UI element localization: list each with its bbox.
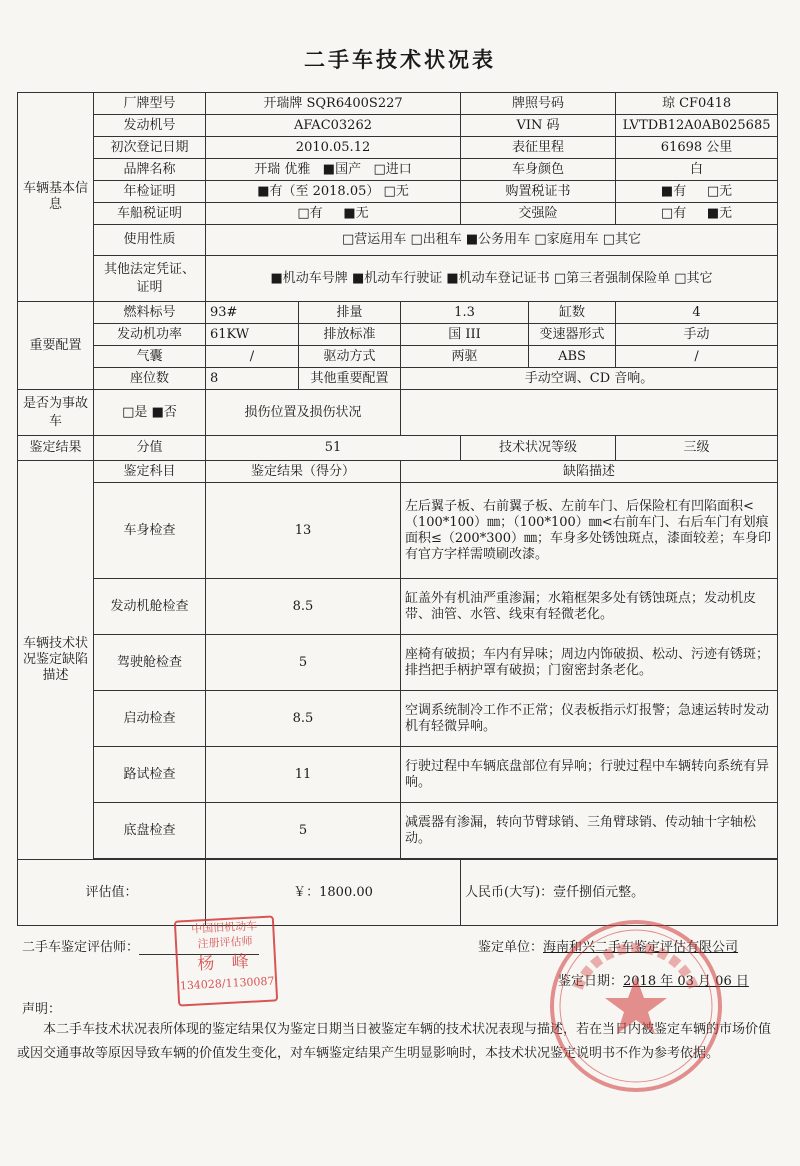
tech-desc: 减震器有渗漏，转向节臂球销、三角臂球销、传动轴十字轴松动。 — [401, 803, 778, 859]
score-header: 鉴定结果（得分） — [206, 461, 401, 483]
usage-label: 使用性质 — [94, 225, 206, 256]
seal-text-top: 中国旧机动车 — [190, 919, 258, 936]
mileage-value: 61698 公里 — [616, 137, 778, 159]
airbag-label: 气囊 — [94, 346, 206, 368]
notice-text: 本二手车技术状况表所体现的鉴定结果仅为鉴定日期当日被鉴定车辆的技术状况表现与描述，若在当日内被鉴定车辆的市场价值或因交通事故等原因导致车辆的价值发生变化，对车辆鉴定结果产生明显影响时，本技术状况鉴定说明书不作为参考依据。 — [17, 1022, 772, 1061]
tech-subject: 驾驶舱检查 — [94, 635, 206, 691]
usage-cell — [206, 225, 778, 256]
group-basic: 车辆基本信息 — [18, 93, 94, 302]
inspection-cell — [206, 181, 461, 203]
gearbox-value: 手动 — [616, 324, 778, 346]
vessel-tax-yes-checkbox: □有 — [297, 205, 323, 221]
appraiser-label: 二手车鉴定评估师： — [22, 940, 140, 955]
usage-option: □营运用车 — [342, 232, 407, 247]
legal-option: □第三者强制保险单 — [553, 270, 671, 286]
tech-score: 8.5 — [206, 691, 401, 747]
color-value: 白 — [616, 159, 778, 181]
purchase-tax-yes-checkbox: ■有 — [660, 183, 687, 199]
table-row — [18, 803, 778, 859]
tech-subject: 路试检查 — [94, 747, 206, 803]
brand-name-label: 品牌名称 — [94, 159, 206, 181]
table-row — [18, 691, 778, 747]
emission-value: 国 III — [401, 324, 529, 346]
legal-label: 其他法定凭证、证明 — [94, 256, 206, 302]
legal-cell — [206, 256, 778, 302]
seal-number: 134028/1130087 — [179, 974, 275, 993]
desc-header: 缺陷描述 — [401, 461, 778, 483]
grade-label: 技术状况等级 — [461, 436, 616, 461]
reg-date-label: 初次登记日期 — [94, 137, 206, 159]
brand-model-value: 开瑞牌 SQR6400S227 — [206, 93, 461, 115]
tech-desc: 行驶过程中车辆底盘部位有异响；行驶过程中车辆转向系统有异响。 — [401, 747, 778, 803]
other-config-value: 手动空调、CD 音响。 — [401, 368, 778, 390]
accident-yes-checkbox: □是 — [122, 404, 148, 420]
engine-no-label: 发动机号 — [94, 115, 206, 137]
group-result: 鉴定结果 — [18, 436, 94, 461]
purchase-tax-no-checkbox: □无 — [706, 183, 733, 199]
brand-name-cell — [206, 159, 461, 181]
engine-no-value: AFAC03262 — [206, 115, 461, 137]
vessel-tax-no-checkbox: ■无 — [343, 205, 369, 221]
purchase-tax-cell — [616, 181, 778, 203]
fuel-value: 93# — [206, 302, 299, 324]
group-accident: 是否为事故车 — [18, 390, 94, 436]
page-title: 二手车技术状况表 — [304, 47, 496, 72]
emission-label: 排放标准 — [299, 324, 401, 346]
grade-value: 三级 — [616, 436, 778, 461]
table-row — [18, 635, 778, 691]
color-label: 车身颜色 — [461, 159, 616, 181]
insurance-cell — [616, 203, 778, 225]
tech-desc: 缸盖外有机油严重渗漏；水箱框架多处有锈蚀斑点；发动机皮带、油管、水管、线束有轻微老化。 — [401, 579, 778, 635]
score-label: 分值 — [94, 436, 206, 461]
legal-option: □其它 — [674, 270, 713, 286]
valuation-words: 人民币(大写)：壹仟捌佰元整。 — [461, 860, 778, 926]
accident-cell — [94, 390, 206, 436]
tech-desc: 左后翼子板、右前翼子板、左前车门、后保险杠有凹陷面积<（100*100）㎜；（100*100）㎜<右前车门、右后车门有划痕面积≤（200*300）㎜；车身多处锈蚀斑点，漆面较差；车身印有官方字样需喷刷改漆。 — [401, 483, 778, 579]
seats-label: 座位数 — [94, 368, 206, 390]
accident-no-checkbox: ■否 — [151, 404, 177, 420]
tech-desc: 空调系统制冷工作不正常；仪表板指示灯报警；急速运转时发动机有轻微异响。 — [401, 691, 778, 747]
tech-score: 5 — [206, 803, 401, 859]
insurance-label: 交强险 — [461, 203, 616, 225]
mileage-label: 表征里程 — [461, 137, 616, 159]
seal-name: 杨 峰 — [196, 951, 256, 975]
gearbox-label: 变速器形式 — [529, 324, 616, 346]
cylinders-label: 缸数 — [529, 302, 616, 324]
inspection-yes-checkbox: ■有（至 2018.05） — [257, 183, 380, 199]
tech-score: 8.5 — [206, 579, 401, 635]
origin-domestic-checkbox: ■国产 — [322, 161, 362, 177]
abs-value: / — [616, 346, 778, 368]
subject-header: 鉴定科目 — [94, 461, 206, 483]
vessel-tax-cell — [206, 203, 461, 225]
displacement-value: 1.3 — [401, 302, 529, 324]
vin-value: LVTDB12A0AB025685 — [616, 115, 778, 137]
tech-subject: 发动机舱检查 — [94, 579, 206, 635]
vehicle-condition-table — [17, 92, 778, 926]
brand-model-label: 厂牌型号 — [94, 93, 206, 115]
vessel-tax-label: 车船税证明 — [94, 203, 206, 225]
date-value: 2018 年 03 月 06 日 — [623, 974, 749, 989]
unit-label: 鉴定单位： — [478, 940, 544, 955]
vin-label: VIN 码 — [461, 115, 616, 137]
power-label: 发动机功率 — [94, 324, 206, 346]
usage-option: ■公务用车 — [465, 232, 531, 247]
tech-score: 11 — [206, 747, 401, 803]
appraiser-seal — [174, 915, 278, 1006]
usage-option: □其它 — [602, 232, 642, 247]
usage-option: □出租车 — [410, 232, 462, 247]
tech-desc: 座椅有破损；车内有异味；周边内饰破损、松动、污迹有锈斑；排挡把手柄护罩有破损；门窗密封条老化。 — [401, 635, 778, 691]
tech-subject: 启动检查 — [94, 691, 206, 747]
insurance-no-checkbox: ■无 — [706, 205, 733, 221]
plate-value: 琼 CF0418 — [616, 93, 778, 115]
seats-value: 8 — [206, 368, 299, 390]
displacement-label: 排量 — [299, 302, 401, 324]
company-seal-icon — [548, 918, 724, 1094]
seal-text-mid: 注册评估师 — [197, 934, 253, 951]
table-row — [18, 483, 778, 579]
unit-value: 海南和兴二手车鉴定评估有限公司 — [543, 940, 739, 955]
insurance-yes-checkbox: □有 — [660, 205, 687, 221]
purchase-tax-label: 购置税证书 — [461, 181, 616, 203]
legal-option: ■机动车行驶证 — [351, 270, 443, 286]
airbag-value: / — [206, 346, 299, 368]
valuation-label: 评估值： — [18, 860, 206, 926]
power-value: 61KW — [206, 324, 299, 346]
brand-name-value: 开瑞 优雅 — [254, 161, 311, 177]
tech-score: 5 — [206, 635, 401, 691]
fuel-label: 燃料标号 — [94, 302, 206, 324]
table-row — [18, 579, 778, 635]
origin-import-checkbox: □进口 — [373, 161, 412, 177]
legal-option: ■机动车登记证书 — [446, 270, 550, 286]
notice-label: 声明： — [22, 1002, 62, 1017]
valuation-amount: ￥：1800.00 — [206, 860, 461, 926]
date-label: 鉴定日期： — [558, 974, 624, 989]
group-tech: 车辆技术状况鉴定缺陷描述 — [18, 461, 94, 860]
reg-date-value: 2010.05.12 — [206, 137, 461, 159]
group-config: 重要配置 — [18, 302, 94, 390]
damage-value — [401, 390, 778, 436]
inspection-no-checkbox: □无 — [383, 183, 409, 199]
tech-subject: 车身检查 — [94, 483, 206, 579]
tech-score: 13 — [206, 483, 401, 579]
tech-subject: 底盘检查 — [94, 803, 206, 859]
drive-label: 驱动方式 — [299, 346, 401, 368]
drive-value: 两驱 — [401, 346, 529, 368]
abs-label: ABS — [529, 346, 616, 368]
plate-label: 牌照号码 — [461, 93, 616, 115]
legal-option: ■机动车号牌 — [270, 270, 348, 286]
damage-label: 损伤位置及损伤状况 — [206, 390, 401, 436]
cylinders-value: 4 — [616, 302, 778, 324]
usage-option: □家庭用车 — [534, 232, 599, 247]
score-value: 51 — [206, 436, 461, 461]
table-row — [18, 747, 778, 803]
other-config-label: 其他重要配置 — [299, 368, 401, 390]
inspection-label: 年检证明 — [94, 181, 206, 203]
